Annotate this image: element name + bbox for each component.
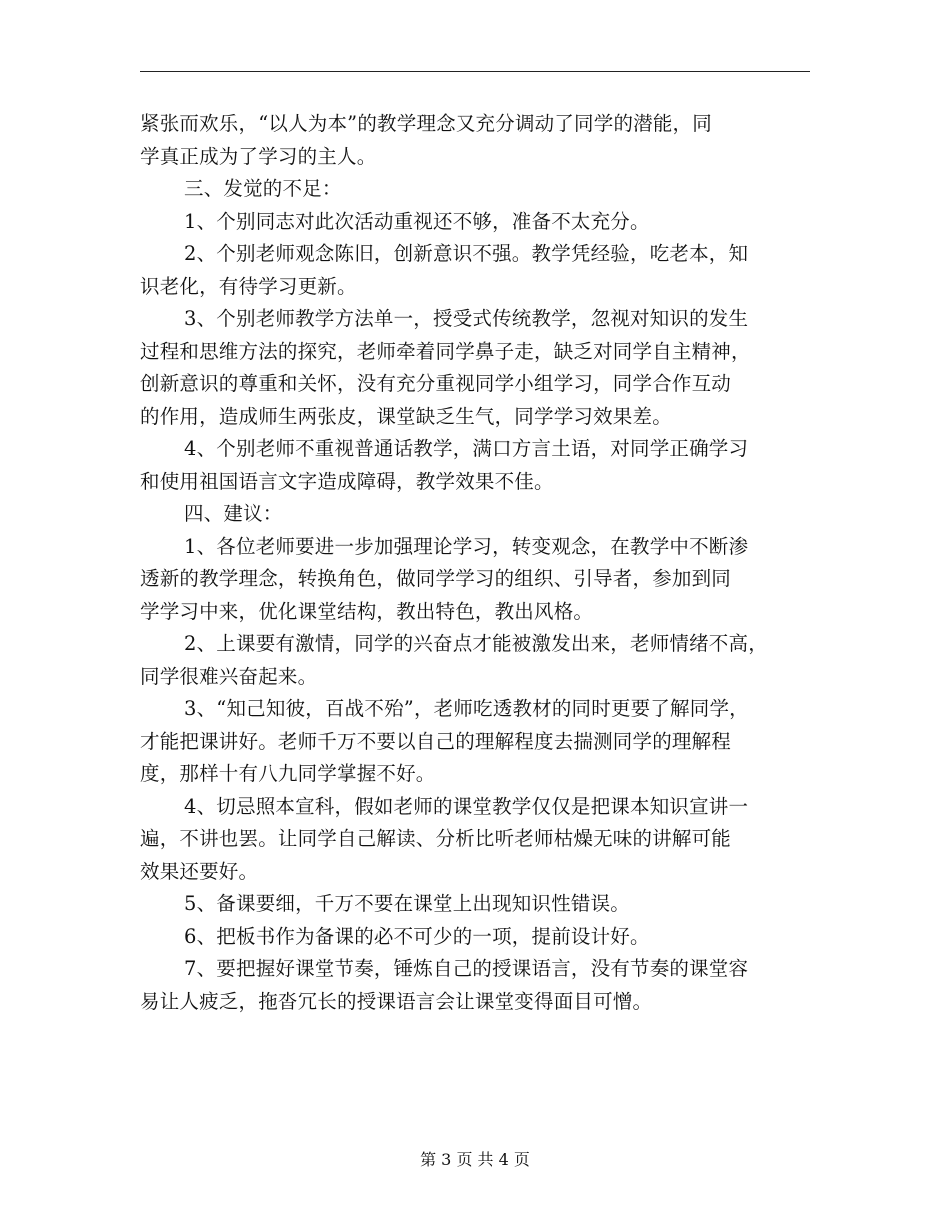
text-line: 学真正成为了学习的主人。 [140,144,377,168]
text-line: 才能把课讲好。老师千万不要以自己的理解程度去揣测同学的理解程 [140,729,732,753]
text-line: 1、个别同志对此次活动重视还不够，准备不太充分。 [184,209,650,233]
text-line: 过程和思维方法的探究，老师牵着同学鼻子走，缺乏对同学自主精神， [140,339,751,363]
section-heading-shortcomings: 三、发觉的不足： [184,177,342,200]
text-line: 1、各位老师要进一步加强理论学习，转变观念，在教学中不断渗 [184,534,749,558]
header-rule [140,71,810,72]
text-line: 创新意识的尊重和关怀，没有充分重视同学小组学习，同学合作互动 [140,372,732,395]
page-number: 第 3 页 共 4 页 [420,1150,530,1169]
text-line: 6、把板书作为备课的必不可少的一项，提前设计好。 [184,924,650,948]
text-line: 的作用，造成师生两张皮，课堂缺乏生气，同学学习效果差。 [140,404,672,428]
text-line: 透新的教学理念，转换角色，做同学学习的组织、引导者，参加到同 [140,567,732,590]
text-line: 7、要把握好课堂节奏，锤炼自己的授课语言，没有节奏的课堂容 [184,957,749,980]
text-line: 2、上课要有激情，同学的兴奋点才能被激发出来，老师情绪不高， [184,632,768,655]
text-line: 3、个别老师教学方法单一，授受式传统教学，忽视对知识的发生 [184,307,749,330]
text-line: 4、个别老师不重视普通话教学，满口方言土语，对同学正确学习 [184,437,749,460]
text-line: 学学习中来，优化课堂结构，教出特色，教出风格。 [140,599,594,623]
text-line: 易让人疲乏，拖沓冗长的授课语言会让课堂变得面目可憎。 [140,989,653,1013]
text-line: 效果还要好。 [140,859,259,883]
text-line: 和使用祖国语言文字造成障碍，教学效果不佳。 [140,469,554,493]
text-line: 紧张而欢乐，“以人为本”的教学理念又充分调动了同学的潜能，同 [140,112,712,135]
body-text [140,108,812,1018]
text-line: 同学很难兴奋起来。 [140,664,318,688]
text-line: 度，那样十有八九同学掌握不好。 [140,762,436,785]
text-line: 3、“知己知彼，百战不殆”，老师吃透教材的同时更要了解同学， [184,697,749,720]
section-heading-suggestions: 四、建议： [184,502,283,525]
text-line: 5、备课要细，千万不要在课堂上出现知识性错误。 [184,892,631,915]
text-line: 识老化，有待学习更新。 [140,274,357,298]
text-line: 2、个别老师观念陈旧，创新意识不强。教学凭经验，吃老本，知 [184,242,749,265]
text-line: 4、切忌照本宣科，假如老师的课堂教学仅仅是把课本知识宣讲一 [184,794,749,818]
text-line: 遍，不讲也罢。让同学自己解读、分析比听老师枯燥无味的讲解可能 [140,827,732,850]
